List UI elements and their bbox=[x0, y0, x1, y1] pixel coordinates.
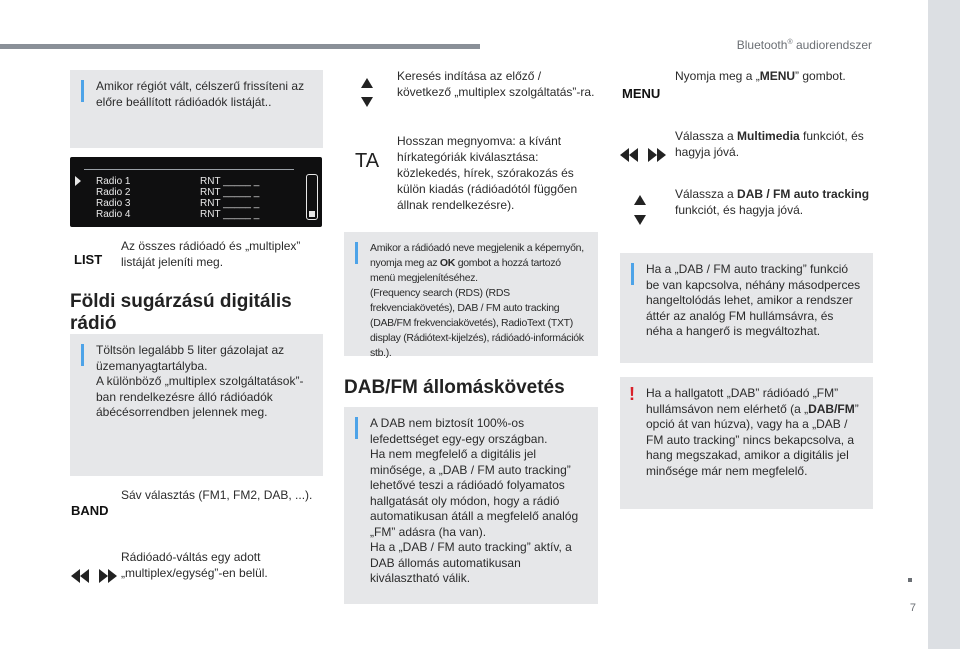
warning-note bbox=[620, 377, 873, 509]
chapter-title: Bluetooth® audiorendszer bbox=[736, 38, 872, 52]
ta-button-label: TA bbox=[355, 150, 380, 172]
section-heading-terrestrial: Földi sugárzású digitális rádió bbox=[70, 291, 292, 334]
seek-description: Rádióadó-váltás egy adott „multiplex/egység”-en belül. bbox=[121, 550, 268, 580]
section-heading-dab-fm: DAB/FM állomáskövetés bbox=[344, 377, 565, 398]
radio-row: Radio 1 RNT _____ _ bbox=[96, 176, 260, 187]
list-button-label: LIST bbox=[74, 252, 103, 267]
tracking-note-text: Ha a „DAB / FM auto tracking” funkció be van kapcsolva, néhány másodperces hangeltolódás lehet, amikor a rendszer áttér az analóg FM hullámsávra, és néha a hangerő is megváltozhat. bbox=[646, 262, 861, 338]
search-description: Keresés indítása az előző / következő „multiplex szolgáltatás”-ra. bbox=[397, 69, 595, 99]
page-number: 7 bbox=[909, 602, 916, 614]
radio-list-display bbox=[70, 157, 322, 227]
step-press-menu: Nyomja meg a „MENU” gombot. bbox=[675, 69, 846, 83]
info-icon bbox=[355, 417, 358, 439]
band-description: Sáv választás (FM1, FM2, DAB, ...). bbox=[121, 488, 313, 502]
tracking-note bbox=[620, 253, 873, 363]
band-button-label: BAND bbox=[71, 503, 109, 518]
page-marker bbox=[908, 578, 912, 582]
info-icon bbox=[81, 80, 84, 102]
warning-icon: ! bbox=[629, 384, 635, 404]
menu-button-label: MENU bbox=[622, 86, 661, 101]
dab-coverage-text: A DAB nem biztosít 100%-os lefedettséget egy-egy országban. Ha nem megfelelő a digitális jel minősége, a „DAB / FM auto tracking” lehetővé teszi a rádióadó folyamatos hallgatását oly módon, hogy a rádió automatikusan átáll a megfelelő analóg „FM” adásra (ha van). Ha a „DAB / FM auto tracking” aktív, a DAB állomás automatikusan kiválasztható válik. bbox=[370, 416, 579, 585]
step-select-dab-fm: Válassza a DAB / FM auto tracking funkciót, és hagyja jóvá. bbox=[675, 187, 870, 217]
step-select-multimedia: Válassza a Multimedia funkciót, és hagyja jóvá. bbox=[675, 129, 864, 159]
display-divider bbox=[84, 169, 294, 170]
scrollbar-icon bbox=[306, 174, 318, 220]
list-description: Az összes rádióadó és „multiplex” listáját jeleníti meg. bbox=[121, 239, 301, 269]
rds-note-text: Amikor a rádióadó neve megjelenik a képernyőn, nyomja meg az OK gombot a hozzá tartozó menü megjelenítéséhez. (Frequency search (RDS) (RDS frekvenciakövetés), DAB / FM auto tracking (DAB/FM frekvenciakövetés), RadioText (TXT) display (Rádiótext-kijelzés), rádióadó-információk stb.). bbox=[370, 242, 584, 359]
dab-coverage-note bbox=[344, 407, 598, 604]
up-arrow-icon bbox=[634, 195, 646, 205]
info-note-text: Amikor régiót vált, célszerű frissíteni az előre beállított rádióadók listáját.. bbox=[96, 79, 305, 109]
ta-description: Hosszan megnyomva: a kívánt hírkategóriák kiválasztása: közlekedés, hírek, szórakozás és külön kiadás (rádióadótól függően állnak rendelkezésre). bbox=[397, 134, 578, 212]
seek-arrows-icon bbox=[620, 148, 668, 162]
warning-note-text: Ha a hallgatott „DAB” rádióadó „FM” hullámsávon nem elérhető (a „DAB/FM” opció át van húzva), vagy ha a „DAB / FM auto tracking” nincs bekapcsolva, a hang megszakad, amikor a digitális jel minősége már nem megfelelő. bbox=[646, 386, 859, 478]
header-rule bbox=[0, 44, 480, 49]
info-icon bbox=[631, 263, 634, 285]
info-icon bbox=[355, 242, 358, 264]
selection-arrow-icon bbox=[75, 176, 81, 186]
radio-row: Radio 2 RNT _____ _ bbox=[96, 187, 260, 198]
info-icon bbox=[81, 344, 84, 366]
fuel-note-text: Töltsön legalább 5 liter gázolajat az üzemanyagtartályba. A különböző „multiplex szolgáltatások”-ban rendelkezésre álló rádióadók ábécésorrendben jelennek meg. bbox=[96, 343, 304, 419]
down-arrow-icon bbox=[634, 215, 646, 225]
fuel-note bbox=[70, 334, 323, 476]
up-arrow-icon bbox=[361, 78, 373, 88]
down-arrow-icon bbox=[361, 97, 373, 107]
rds-note bbox=[344, 232, 598, 359]
page-sidebar bbox=[928, 0, 960, 649]
radio-row: Radio 3 RNT _____ _ bbox=[96, 198, 260, 209]
radio-row: Radio 4 RNT _____ _ bbox=[96, 209, 260, 220]
seek-arrows-icon bbox=[71, 569, 119, 583]
info-note-region bbox=[70, 70, 323, 148]
